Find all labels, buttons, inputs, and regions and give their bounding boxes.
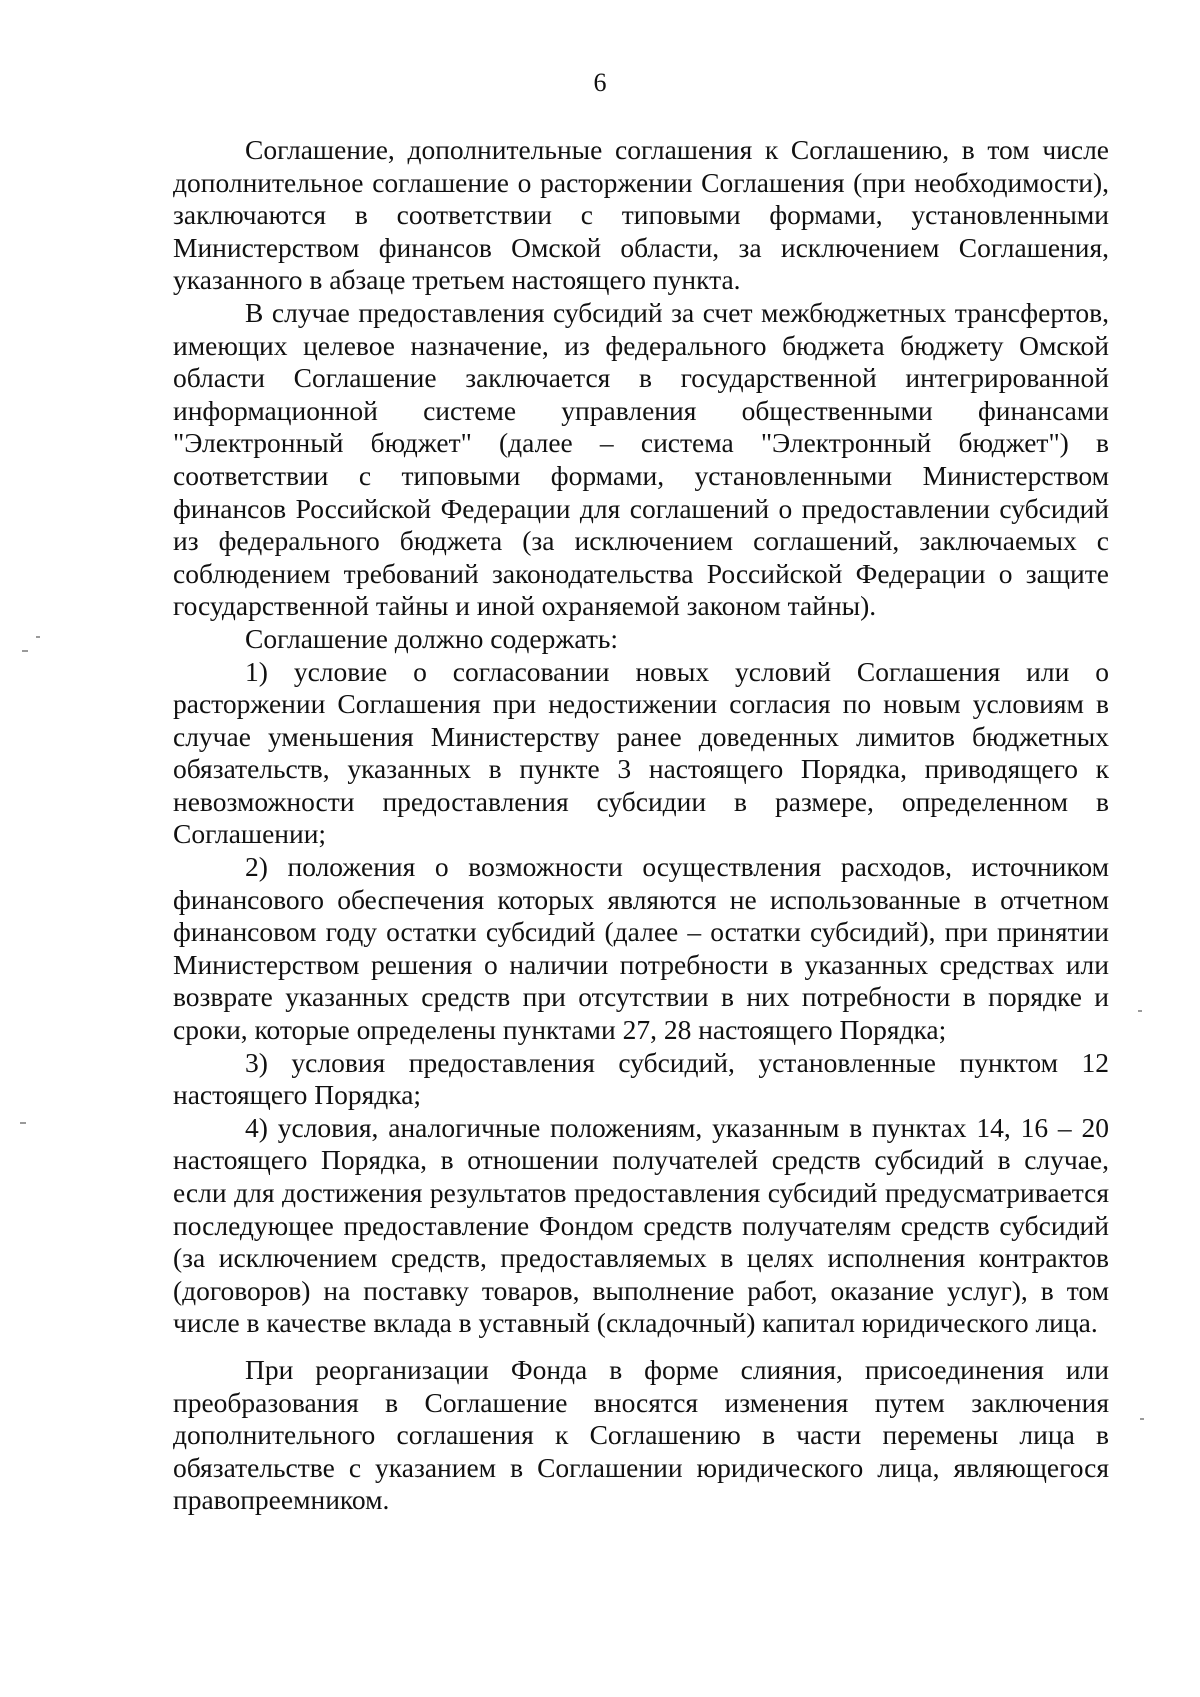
scan-mark bbox=[1140, 1418, 1144, 1420]
list-item-2: 2) положения о возможности осуществления расходов, источником финансового обеспечения которых являются не использованные в отчетном финансовом году остатки субсидий (далее – остатки субсидий), при принятии Министерством решения о наличии потребности в указанных средствах или возврате указанных средств при отсутствии в них потребности в порядке и сроки, которые определены пунктами 27, 28 настоящего Порядка; bbox=[173, 851, 1109, 1046]
paragraph-electronic-budget: В случае предоставления субсидий за счет межбюджетных трансфертов, имеющих целевое назначение, из федерального бюджета бюджету Омской области Соглашение заключается в государственной интегрированной информационной системе управления общественными финансами "Электронный бюджет" (далее – система "Электронный бюджет") в соответствии с типовыми формами, установленными Министерством финансов Российской Федерации для соглашений о предоставлении субсидий из федерального бюджета (за исключением соглашений, заключаемых с соблюдением требований законодательства Российской Федерации о защите государственной тайны и иной охраняемой законом тайны). bbox=[173, 296, 1109, 622]
paragraph-agreement-contents: Соглашение должно содержать: bbox=[245, 622, 619, 654]
page-number: 6 bbox=[593, 68, 607, 97]
scan-mark bbox=[22, 650, 28, 652]
paragraph-agreement-forms: Соглашение, дополнительные соглашения к Соглашению, в том числе дополнительное соглашение о расторжении Соглашения (при необходимости), заключаются в соответствии с типовыми формами, установленными Министерством финансов Омской области, за исключением Соглашения, указанного в абзаце третьем настоящего пункта. bbox=[173, 134, 1109, 296]
scan-mark bbox=[20, 1122, 26, 1124]
document-body bbox=[173, 134, 1109, 1517]
scan-mark bbox=[36, 636, 40, 638]
list-item-4: 4) условия, аналогичные положениям, указанным в пунктах 14, 16 – 20 настоящего Порядка, в отношении получателей средств субсидий в случае, если для достижения результатов предоставления субсидий предусматривается последующее предоставление Фондом средств получателям средств субсидий (за исключением средств, предоставляемых в целях исполнения контрактов (договоров) на поставку товаров, выполнение работ, оказание услуг), в том числе в качестве вклада в уставный (складочный) капитал юридического лица. bbox=[173, 1111, 1109, 1339]
list-item-1: 1) условие о согласовании новых условий Соглашения или о расторжении Соглашения при недостижении согласия по новым условиям в случае уменьшения Министерству ранее доведенных лимитов бюджетных обязательств, указанных в пункте 3 настоящего Порядка, приводящего к невозможности предоставления субсидии в размере, определенном в Соглашении; bbox=[173, 655, 1109, 850]
paragraph-reorganization: При реорганизации Фонда в форме слияния, присоединения или преобразования в Соглашение вносятся изменения путем заключения дополнительного соглашения к Соглашению в части перемены лица в обязательстве с указанием в Соглашении юридического лица, являющегося правопреемником. bbox=[173, 1353, 1109, 1516]
list-item-3: 3) условия предоставления субсидий, установленные пунктом 12 настоящего Порядка; bbox=[173, 1046, 1109, 1111]
scan-mark bbox=[1138, 1010, 1142, 1012]
